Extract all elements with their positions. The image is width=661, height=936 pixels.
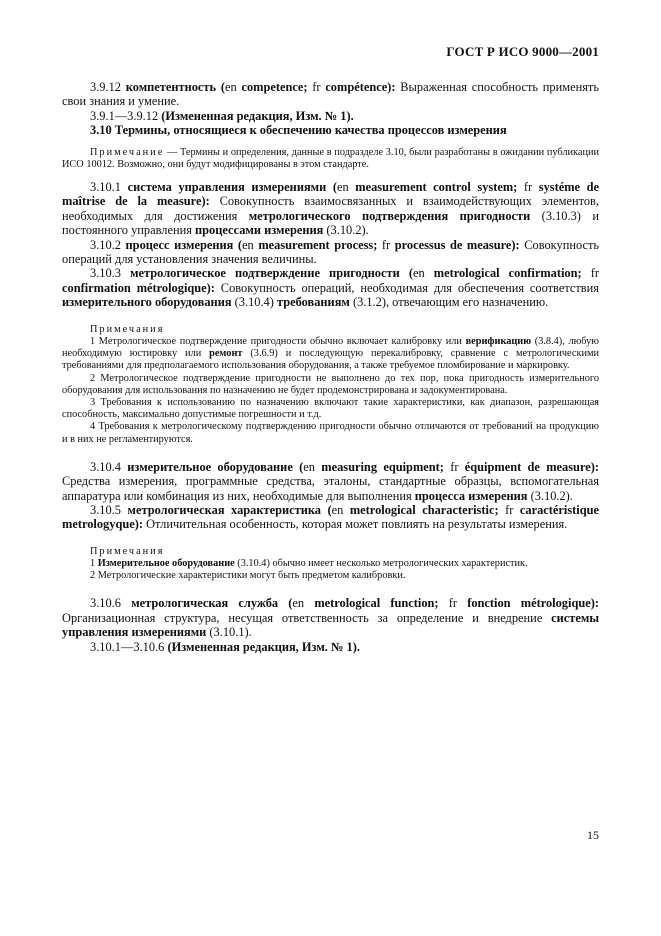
- ref-text: (3.10.3) и постоянного управления: [62, 208, 599, 238]
- term-en: measurement process;: [258, 237, 378, 252]
- note-text: (3.8.4), любую необходимую юстировку или: [62, 335, 599, 360]
- term-name: измерительное оборудование: [127, 459, 293, 474]
- note-1: [62, 336, 599, 373]
- term-fr: équipment de measure: [464, 459, 591, 474]
- term-number: 3.10.3: [90, 266, 121, 281]
- term-en: metrological confirmation;: [433, 266, 582, 281]
- ref-text: (3.10.4): [231, 295, 277, 310]
- amendment-text: (Измененная редакция, Изм. № 1).: [161, 108, 354, 123]
- ref-text: (3.10.2).: [527, 488, 573, 503]
- note-text: 1: [90, 557, 98, 569]
- term-fr: caractéristique metrologyque: [62, 502, 600, 532]
- term-name: компетентность: [125, 80, 217, 94]
- note-1: [62, 558, 599, 570]
- ref-term: процессами измерения: [195, 223, 324, 238]
- term-3-10-4: [62, 460, 599, 503]
- paren: ):: [511, 237, 520, 252]
- term-name: процесс измерения: [125, 237, 234, 252]
- lang-fr-label: fr: [517, 180, 539, 195]
- term-definition: Отличительная особенность, которая может повлиять на результаты измерения.: [143, 517, 568, 532]
- ref-text: (3.10.2).: [323, 223, 369, 238]
- term-definition: Выраженная способность применять свои знания и умение.: [62, 80, 599, 109]
- ref-term: ремонт: [209, 348, 243, 360]
- term-number: 3.9.12: [90, 80, 121, 94]
- lang-fr-label: fr: [377, 237, 395, 252]
- term-number: 3.10.1: [90, 180, 121, 195]
- lang-en-label: en: [292, 596, 315, 611]
- paren: ):: [590, 596, 599, 611]
- amendment-range: 3.9.1—3.9.12: [90, 108, 162, 123]
- term-3-10-3: [62, 266, 599, 309]
- note-text: (3.6.9) и последующую перекалибровку, сравнение с метрологическими требованиями для предполагаемого использования оборудования, а также требуемое пломбирование и маркировку.: [62, 348, 599, 372]
- ref-text: (3.10.1).: [206, 625, 252, 640]
- term-fr: systéme de maîtrise de la measure: [62, 180, 600, 209]
- ref-term: требованиям: [276, 295, 350, 310]
- paren: ):: [206, 280, 215, 295]
- lang-en-label: en: [224, 80, 242, 94]
- page-header: ГОСТ Р ИСО 9000—2001: [446, 44, 599, 59]
- amendment-range: 3.10.1—3.10.6: [90, 639, 168, 654]
- note-text: — Термины и определения, данные в подразделе 3.10, были разработаны в ожидании публикации ИСО 10012. Возможно, они будут модифицированы в этом стандарте.: [62, 146, 599, 170]
- term-name: метрологическая служба: [131, 596, 279, 611]
- document-body: [62, 80, 599, 654]
- note-top: [62, 147, 599, 171]
- lang-en-label: en: [303, 459, 322, 474]
- term-3-10-5: [62, 503, 599, 532]
- notes-heading: Примечания: [90, 545, 165, 557]
- ref-term: процесса измерения: [414, 488, 528, 503]
- lang-en-label: en: [336, 180, 356, 195]
- lang-en-label: en: [412, 266, 434, 281]
- lang-en-label: en: [331, 502, 350, 517]
- term-number: 3.10.4: [90, 459, 121, 474]
- term-3-10-6: [62, 596, 599, 639]
- lang-fr-label: fr: [498, 502, 520, 517]
- term-name: система управления измерениями: [127, 180, 327, 195]
- section-title: 3.10 Термины, относящиеся к обеспечению качества процессов измерения: [90, 123, 507, 138]
- note-4: 4 Требования к метрологическому подтверждению пригодности обычно отличаются от требований на продукцию и в них не регламентируются.: [62, 421, 599, 445]
- term-3-10-1: [62, 180, 599, 238]
- paren: ):: [590, 459, 599, 474]
- term-number: 3.10.5: [90, 502, 121, 517]
- note-text: 1 Метрологическое подтверждение пригодности обычно включает калибровку или: [90, 335, 466, 347]
- paren: ):: [201, 194, 210, 209]
- paren: (: [326, 180, 337, 195]
- lang-fr-label: fr: [438, 596, 468, 611]
- paren: (: [233, 237, 243, 252]
- term-definition: Совокупность операций, необходимая для обеспечения соответствия: [214, 280, 599, 295]
- paren: ):: [134, 517, 143, 532]
- lang-fr-label: fr: [307, 80, 326, 94]
- note-2: 2 Метрологическое подтверждение пригодности не выполнено до тех пор, пока пригодность измерительного оборудования для использования по назначению не будет продемонстрирована и задокументирована.: [62, 372, 599, 396]
- term-definition: Совокупность взаимосвязанных и взаимодействующих элементов, необходимых для достижения: [62, 194, 599, 223]
- notes-heading: Примечания: [90, 323, 165, 335]
- note-2: 2 Метрологические характеристики могут быть предметом калибровки.: [90, 570, 406, 582]
- note-label: Примечание: [90, 146, 165, 158]
- term-3-9-12: [62, 80, 599, 109]
- ref-text: (3.1.2), отвечающим его назначению.: [349, 295, 549, 310]
- ref-term: измерительного оборудования: [62, 295, 232, 310]
- term-fr: compétence: [325, 80, 388, 94]
- lang-fr-label: fr: [581, 266, 599, 281]
- term-en: metrological function;: [314, 596, 439, 611]
- amendment-note: [62, 640, 599, 654]
- term-fr: fonction métrologique: [467, 596, 591, 611]
- page-number: 15: [587, 828, 599, 842]
- ref-term: системы управления измерениями: [62, 610, 599, 640]
- ref-term: метрологического подтверждения пригодности: [248, 208, 531, 223]
- paren: (: [399, 266, 413, 281]
- amendment-text: (Измененная редакция, Изм. № 1).: [167, 639, 360, 654]
- term-en: metrological characteristic;: [349, 502, 499, 517]
- term-en: measuring equipment;: [321, 459, 444, 474]
- term-name: метрологическое подтверждение пригодности: [130, 266, 400, 281]
- section-heading: [62, 123, 599, 137]
- term-number: 3.10.2: [90, 237, 121, 252]
- paren: (: [292, 459, 304, 474]
- paren: (: [216, 80, 225, 94]
- term-number: 3.10.6: [90, 596, 121, 611]
- term-fr: confirmation métrologique: [62, 280, 207, 295]
- term-en: measurement control system;: [355, 180, 518, 195]
- lang-en-label: en: [242, 237, 259, 252]
- note-3: 3 Требования к использованию по назначению включают такие характеристики, как диапазон, разрешающая способность, максимально допустимые погрешности и т.д.: [62, 396, 599, 421]
- paren: (: [278, 596, 293, 611]
- term-definition: Средства измерения, программные средства, эталоны, стандартные образцы, вспомогательная аппаратура или комбинация из них, необходимые для выполнения: [62, 474, 599, 503]
- paren: (: [320, 502, 332, 517]
- amendment-note: [62, 109, 599, 123]
- term-name: метрологическая характеристика: [127, 502, 321, 517]
- term-3-10-2: [62, 238, 599, 267]
- term-definition: Организационная структура, несущая ответственность за определение и внедрение: [62, 610, 552, 625]
- term-definition: Совокупность операций для установления значения величины.: [62, 237, 600, 267]
- ref-term: верификацию: [465, 335, 532, 347]
- paren: ):: [387, 80, 396, 94]
- lang-fr-label: fr: [443, 459, 465, 474]
- ref-term: Измерительное оборудование: [97, 557, 235, 569]
- term-en: competence;: [241, 80, 308, 94]
- term-fr: processus de measure: [394, 237, 512, 252]
- note-text: (3.10.4) обычно имеет несколько метрологических характеристик.: [234, 557, 528, 569]
